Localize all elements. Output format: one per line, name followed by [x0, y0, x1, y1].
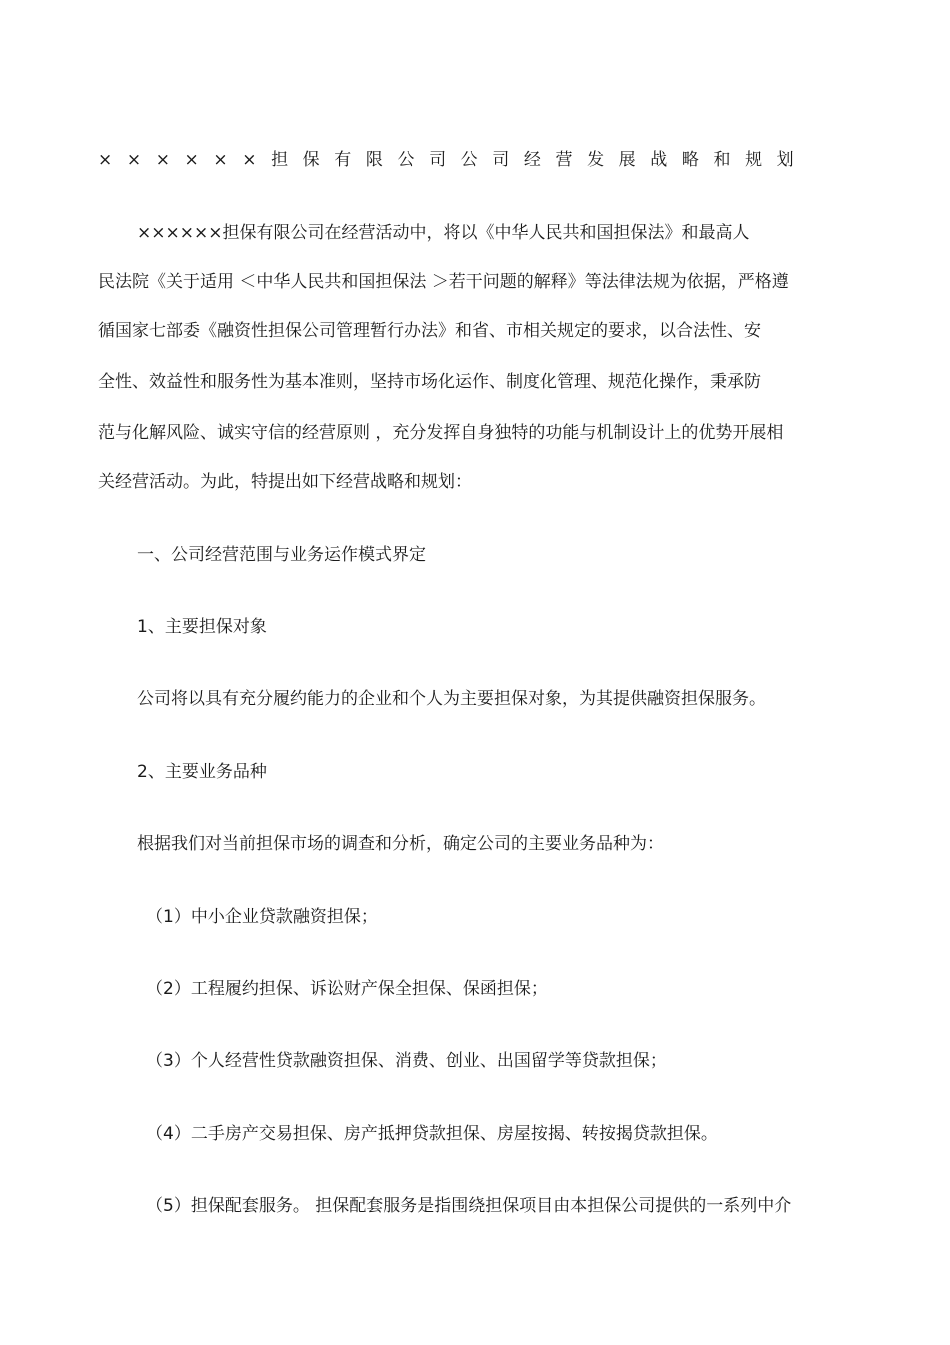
- list-item: （1）中小企业贷款融资担保；: [146, 907, 378, 927]
- subsection-heading: 2、主要业务品种: [137, 762, 267, 782]
- list-item: （5）担保配套服务。 担保配套服务是指围绕担保项目由本担保公司提供的一系列中介: [146, 1196, 792, 1216]
- section-heading: 一、公司经营范围与业务运作模式界定: [137, 545, 426, 565]
- subsection-heading: 1、主要担保对象: [137, 617, 267, 637]
- intro-line: ××××××担保有限公司在经营活动中，将以《中华人民共和国担保法》和最高人: [137, 223, 750, 243]
- intro-line: 民法院《关于适用 ＜中华人民共和国担保法 ＞若干问题的解释》等法律法规为依据，严格遵: [98, 272, 789, 292]
- intro-line: 范与化解风险、诚实守信的经营原则 ，充分发挥自身独特的功能与机制设计上的优势开展相: [98, 423, 784, 443]
- list-item: （2）工程履约担保、诉讼财产保全担保、保函担保；: [146, 979, 548, 999]
- intro-line: 全性、效益性和服务性为基本准则，坚持市场化运作、制度化管理、规范化操作，秉承防: [98, 372, 761, 392]
- list-item: （4）二手房产交易担保、房产抵押贷款担保、房屋按揭、转按揭贷款担保。: [146, 1124, 718, 1144]
- intro-line: 循国家七部委《融资性担保公司管理暂行办法》和省、市相关规定的要求，以合法性、安: [98, 321, 761, 341]
- document-title: ××××××担保有限公司公司经营发展战略和规划: [98, 150, 809, 170]
- paragraph: 根据我们对当前担保市场的调查和分析，确定公司的主要业务品种为：: [137, 834, 664, 854]
- list-item: （3）个人经营性贷款融资担保、消费、创业、出国留学等贷款担保；: [146, 1051, 667, 1071]
- intro-line: 关经营活动。为此，特提出如下经营战略和规划：: [98, 472, 472, 492]
- paragraph: 公司将以具有充分履约能力的企业和个人为主要担保对象，为其提供融资担保服务。: [137, 689, 766, 709]
